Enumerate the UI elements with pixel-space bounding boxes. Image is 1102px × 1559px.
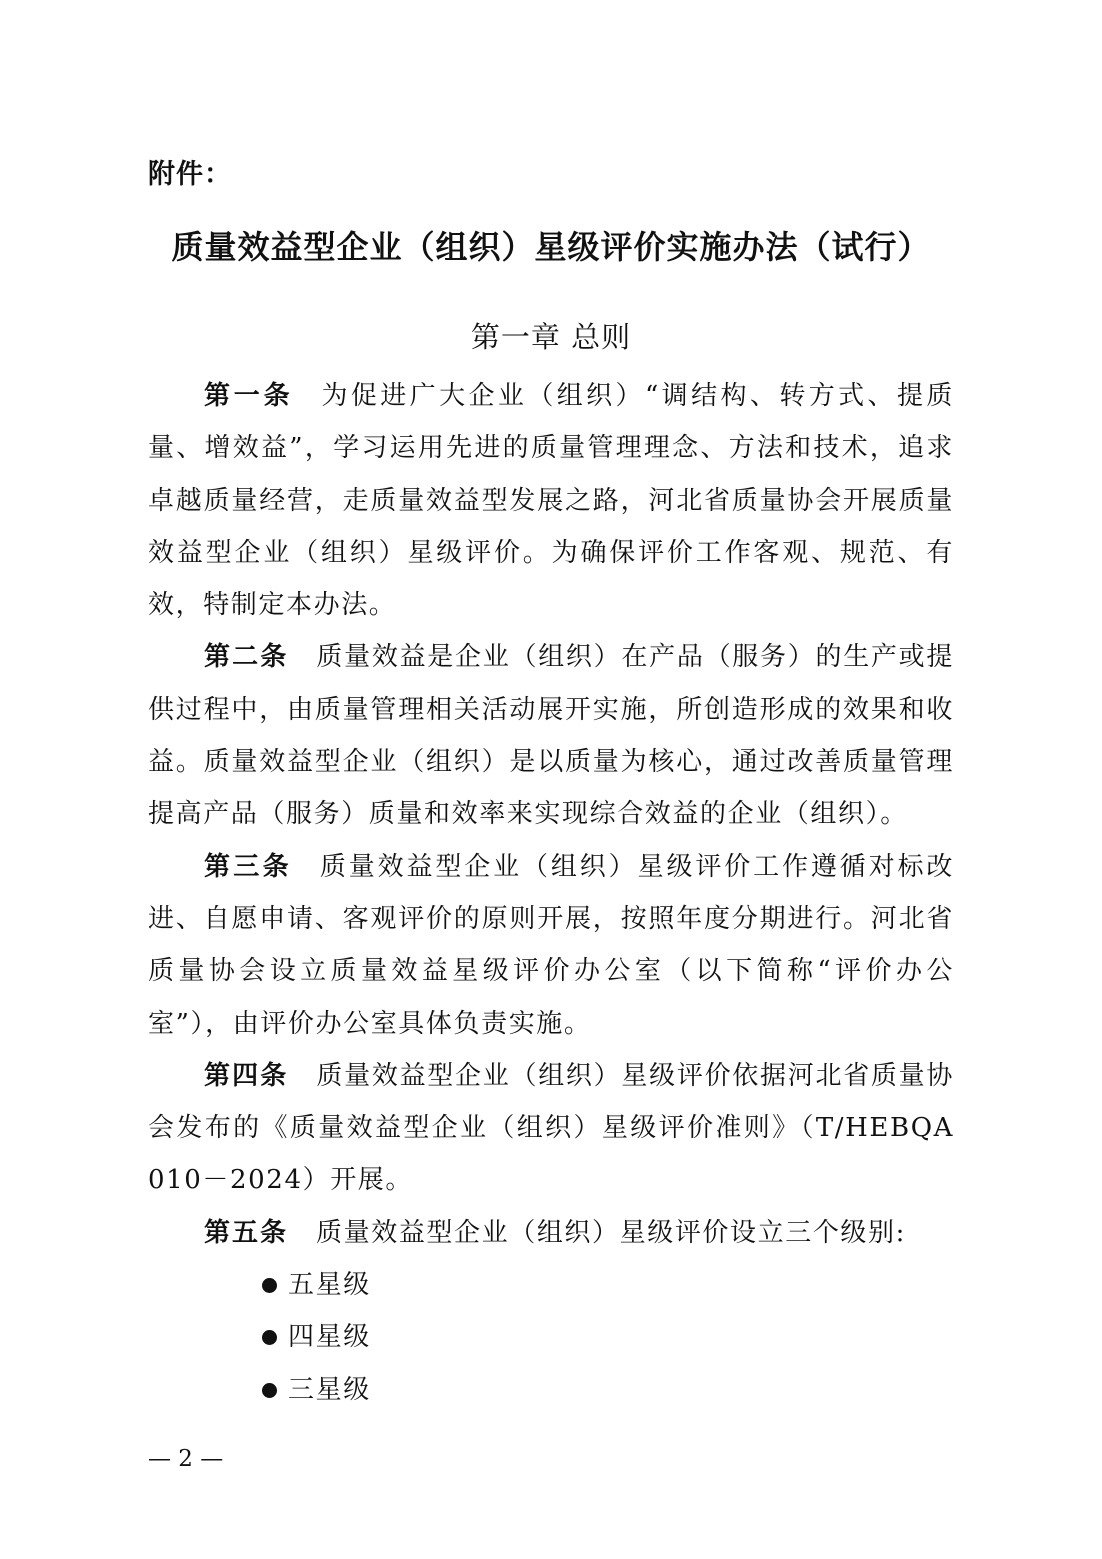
article-text: 质量效益型企业（组织）星级评价工作遵循对标改进、自愿申请、客观评价的原则开展，按照年度分期进行。河北省质量协会设立质量效益星级评价办公室（以下简称“评价办公室”），由评价办公室具体负责实施。 [148, 851, 954, 1039]
star-level-list [148, 1259, 954, 1416]
article-label: 第五条 [204, 1217, 289, 1248]
article-text: 质量效益型企业（组织）星级评价设立三个级别: [316, 1217, 906, 1248]
article-label: 第一条 [204, 381, 294, 411]
article-text: 为促进广大企业（组织）“调结构、转方式、提质量、增效益”，学习运用先进的质量管理理念、方法和技术，追求卓越质量经营，走质量效益型发展之路，河北省质量协会开展质量效益型企业（组织）星级评价。为确保评价工作客观、规范、有效，特制定本办法。 [148, 381, 954, 621]
star-level-label: 五星级 [288, 1270, 371, 1301]
chapter-title: 第一章 总则 [470, 320, 632, 354]
document-body [148, 370, 954, 1416]
page-number: — 2 — [148, 1446, 224, 1472]
article-label: 第二条 [204, 642, 289, 673]
document-title: 质量效益型企业（组织）星级评价实施办法（试行） [171, 228, 931, 266]
article-3 [148, 841, 954, 1050]
bullet-dot-icon [262, 1383, 277, 1398]
star-level-label: 三星级 [288, 1374, 371, 1405]
bullet-dot-icon [262, 1278, 277, 1293]
article-text: 质量效益型企业（组织）星级评价依据河北省质量协会发布的《质量效益型企业（组织）星级评价准则》（T/HEBQA 010－2024）开展。 [148, 1060, 954, 1196]
article-label: 第三条 [204, 851, 292, 882]
star-level-label: 四星级 [288, 1322, 371, 1353]
article-1 [148, 370, 954, 631]
list-item [148, 1364, 954, 1416]
article-2 [148, 631, 954, 840]
article-5 [148, 1207, 954, 1259]
article-4 [148, 1050, 954, 1207]
list-item [148, 1311, 954, 1363]
list-item [148, 1259, 954, 1311]
article-text: 质量效益是企业（组织）在产品（服务）的生产或提供过程中，由质量管理相关活动展开实施，所创造形成的效果和收益。质量效益型企业（组织）是以质量为核心，通过改善质量管理提高产品（服务）质量和效率来实现综合效益的企业（组织）。 [148, 642, 954, 830]
article-label: 第四条 [204, 1060, 289, 1091]
attachment-label: 附件： [148, 159, 232, 190]
